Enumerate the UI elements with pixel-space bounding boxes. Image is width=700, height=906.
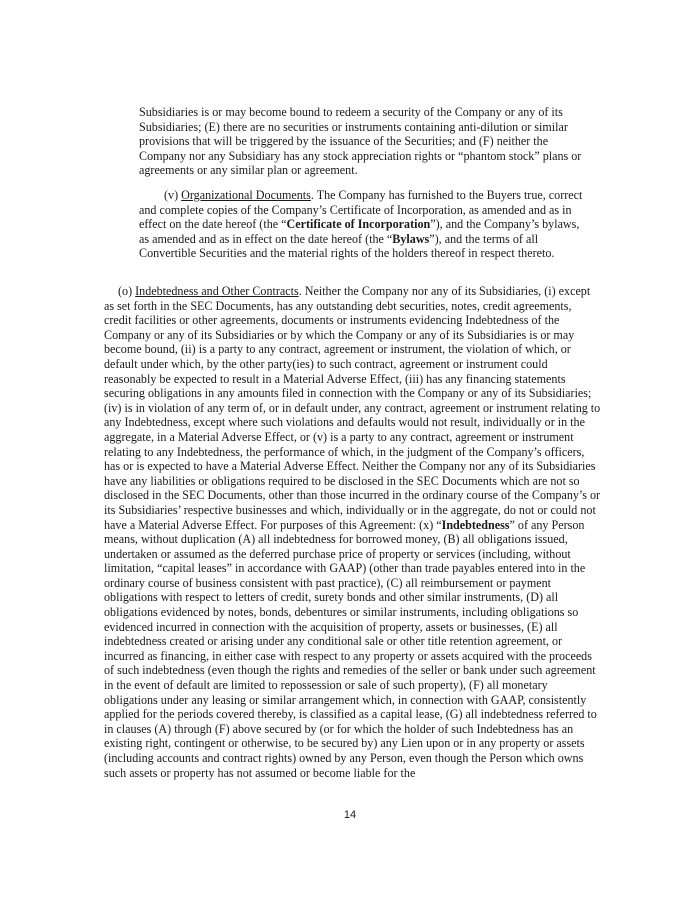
defined-term-certificate-of-incorporation: Certificate of Incorporation (286, 217, 431, 232)
paragraph-v-organizational-documents (139, 188, 591, 261)
paragraph-o-text-1: . Neither the Company nor any of its Subsidiaries, (i) except as set forth in the SEC Documents, has any outstanding debt securities, notes, credit agreements, credit facilities or other agreements, documents or instruments evidencing Indebtedness of the Company or any of its Subsidiaries or by which the Company or any of its Subsidiaries is or may become bound, (ii) is a party to any contract, agreement or instrument, the violation of which, or default under which, by the other party(ies) to such contract, agreement or instrument could reasonably be expected to result in a Material Adverse Effect, (iii) has any financing statements securing obligations in any amounts filed in connection with the Company or any of its Subsidiaries; (iv) is in violation of any term of, or in default under, any contract, agreement or instrument relating to any Indebtedness, except where such violations and defaults would not result, individually or in the aggregate, in a Material Adverse Effect, or (v) is a party to any contract, agreement or instrument relating to any Indebtedness, the performance of which, in the judgment of the Company’s officers, has or is expected to have a Material Adverse Effect. Neither the Company nor any of its Subsidiaries have any liabilities or obligations required to be disclosed in the SEC Documents which are not so disclosed in the SEC Documents, other than those incurred in the ordinary course of the Company’s or its Subsidiaries’ respective businesses and which, individually or in the aggregate, do not or could not have a Material Adverse Effect. For purposes of this Agreement: (x) “ (104, 284, 601, 532)
paragraph-continuation (139, 105, 591, 178)
paragraph-v-label: (v) (164, 188, 182, 202)
defined-term-indebtedness: Indebtedness (441, 517, 510, 532)
paragraph-o-heading: Indebtedness and Other Contracts (135, 284, 299, 298)
paragraph-v-text-1: . The Company has furnished to the Buyers true, correct and complete copies of the Company’s Certificate of Incorporation, as amended and as in effect on the date hereof (the “ (139, 188, 583, 232)
paragraph-v-heading: Organizational Documents (181, 188, 311, 202)
paragraph-v-text-3: ”), and the terms of all Convertible Securities and the material rights of the holders thereof in respect thereto. (139, 231, 555, 261)
paragraph-o-text-2: ” of any Person means, without duplication (A) all indebtedness for borrowed money, (B) all obligations issued, undertaken or assumed as the deferred purchase price of property or services (including, without limitation, “capital leases” in accordance with GAAP) (other than trade payables entered into in the ordinary course of business consistent with past practice), (C) all reimbursement or payment obligations with respect to letters of credit, surety bonds and other similar instruments, (D) all obligations evidenced by notes, bonds, debentures or similar instruments, including obligations so evidenced incurred in connection with the acquisition of property, assets or businesses, (E) all indebtedness created or arising under any conditional sale or other title retention agreement, or incurred as financing, in either case with respect to any property or assets acquired with the proceeds of such indebtedness (even though the rights and remedies of the seller or bank under such agreement in the event of default are limited to repossession or sale of such property), (F) all monetary obligations under any leasing or similar arrangement which, in connection with GAAP, consistently applied for the periods covered thereby, is classified as a capital lease, (G) all indebtedness referred to in clauses (A) through (F) above secured by (or for which the holder of such Indebtedness has an existing right, contingent or otherwise, to be secured by) any Lien upon or in any property or assets (including accounts and contract rights) owned by any Person, even though the Person which owns such assets or property has not assumed or become liable for the (104, 517, 597, 780)
paragraph-o-label: (o) (118, 284, 136, 298)
page-number: 14 (343, 809, 357, 821)
paragraph-continuation-text: Subsidiaries is or may become bound to redeem a security of the Company or any of its Subsidiaries; (E) there are no securities or instruments containing anti-dilution or similar provisions that will be triggered by the issuance of the Securities; and (F) neither the Company nor any Subsidiary has any stock appreciation rights or “phantom stock” plans or agreements or any similar plan or agreement. (139, 105, 582, 178)
defined-term-bylaws: Bylaws (392, 231, 430, 246)
paragraph-v-text-2: ”), and the Company’s bylaws, as amended and as in effect on the date hereof (the “ (139, 217, 580, 246)
paragraph-o-indebtedness (104, 284, 602, 780)
